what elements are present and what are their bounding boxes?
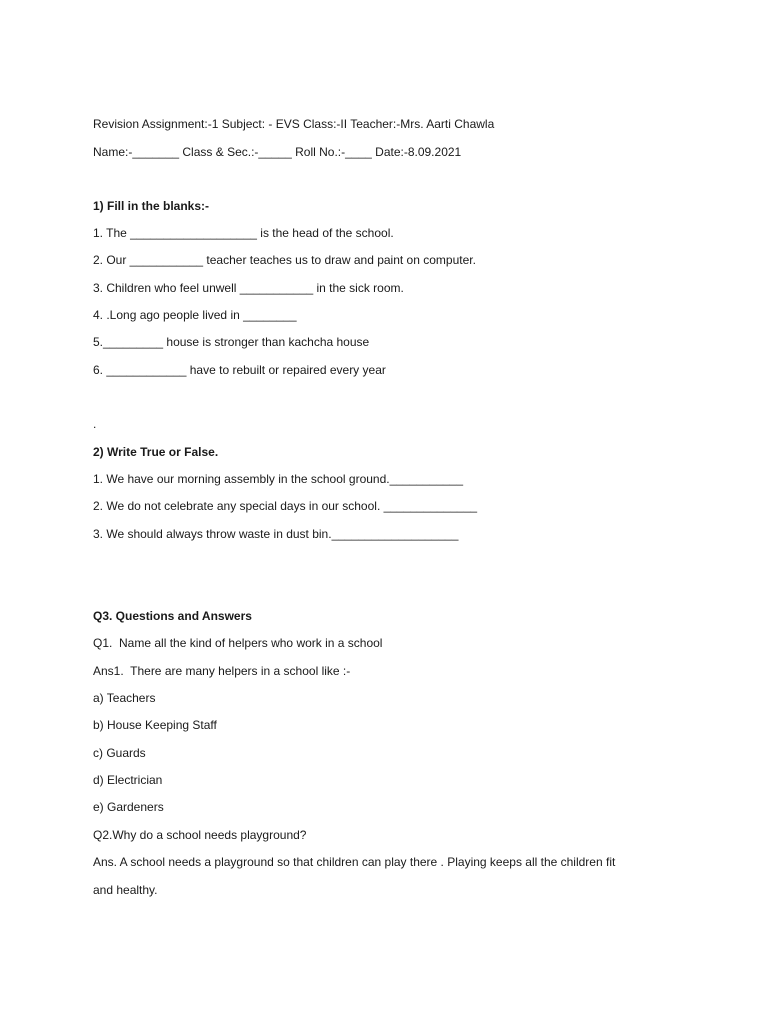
fill-blank-item: 4. .Long ago people lived in ________ — [93, 308, 297, 322]
fill-blank-item: 6. ____________ have to rebuilt or repaired every year — [93, 363, 386, 377]
fill-blank-item: 1. The ___________________ is the head of the school. — [93, 226, 394, 240]
assignment-header: Revision Assignment:-1 Subject: - EVS Class:-II Teacher:-Mrs. Aarti Chawla — [93, 117, 495, 131]
question-1: Q1. Name all the kind of helpers who work in a school — [93, 636, 383, 650]
fill-blank-item: 3. Children who feel unwell ___________ in the sick room. — [93, 281, 404, 295]
fill-blank-item: 5._________ house is stronger than kachcha house — [93, 335, 370, 349]
section-title-questions: Q3. Questions and Answers — [93, 609, 252, 623]
answer-2-line-1: Ans. A school needs a playground so that children can play there . Playing keeps all the children fit — [93, 855, 616, 869]
question-2: Q2.Why do a school needs playground? — [93, 828, 307, 842]
stray-mark: . — [93, 417, 97, 431]
true-false-item: 3. We should always throw waste in dust bin.___________________ — [93, 527, 459, 541]
section-title-true-false: 2) Write True or False. — [93, 445, 219, 459]
answer-1: Ans1. There are many helpers in a school like :- — [93, 664, 351, 678]
helper-list-item: e) Gardeners — [93, 800, 164, 814]
section-title-fill-blanks: 1) Fill in the blanks:- — [93, 199, 210, 213]
helper-list-item: b) House Keeping Staff — [93, 718, 217, 732]
helper-list-item: c) Guards — [93, 746, 146, 760]
true-false-item: 1. We have our morning assembly in the school ground.___________ — [93, 472, 464, 486]
true-false-item: 2. We do not celebrate any special days in our school. ______________ — [93, 499, 478, 513]
helper-list-item: a) Teachers — [93, 691, 156, 705]
helper-list-item: d) Electrician — [93, 773, 163, 787]
student-details-line: Name:-_______ Class & Sec.:-_____ Roll No.:-____ Date:-8.09.2021 — [93, 145, 462, 159]
fill-blank-item: 2. Our ___________ teacher teaches us to draw and paint on computer. — [93, 253, 476, 267]
answer-2-line-2: and healthy. — [93, 883, 158, 897]
